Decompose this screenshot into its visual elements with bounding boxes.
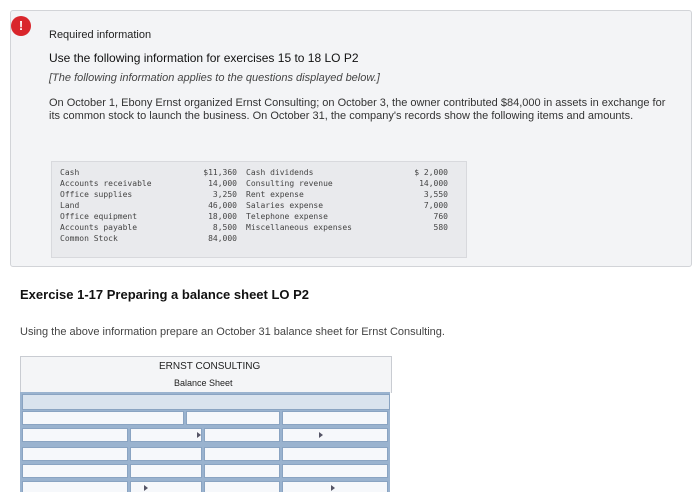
total-cell[interactable] [282,411,388,425]
amount-cell[interactable] [204,428,280,442]
amount-cell[interactable] [204,447,280,461]
record-amount: 580 [433,223,448,232]
balance-sheet-input-row[interactable] [22,394,390,410]
balance-sheet-header [20,356,392,393]
record-name: Accounts payable [60,223,138,232]
record-name: Land [60,201,80,210]
record-amount: 84,000 [208,234,237,243]
balance-sheet-subtitle: Balance Sheet [174,378,233,388]
applies-note: [The following information applies to the questions displayed below.] [49,72,380,84]
dropdown-caret-icon[interactable] [331,485,335,491]
record-amount: 14,000 [208,179,237,188]
exercise-instruction: Using the above information prepare an October 31 balance sheet for Ernst Consulting. [20,326,445,338]
exercise-range-heading: Use the following information for exercises 15 to 18 LO P2 [49,51,359,65]
record-amount: 3,550 [423,190,448,199]
record-name: Salaries expense [246,201,324,210]
account-cell[interactable] [22,411,184,425]
records-table [51,161,467,258]
record-amount: 18,000 [208,212,237,221]
dropdown-caret-icon[interactable] [144,485,148,491]
records-right-names [246,167,352,233]
records-right-amounts [404,167,448,233]
records-left-amounts [192,167,237,244]
record-amount: 14,000 [419,179,448,188]
record-amount: 760 [433,212,448,221]
total-cell[interactable] [282,447,388,461]
exercise-title: Exercise 1-17 Preparing a balance sheet LO P2 [20,287,310,302]
total-cell[interactable] [282,481,388,492]
amount-cell[interactable] [130,464,202,478]
record-amount: 46,000 [208,201,237,210]
account-cell[interactable] [22,447,128,461]
dropdown-caret-icon[interactable] [197,432,201,438]
record-name: Accounts receivable [60,179,152,188]
record-amount: 8,500 [212,223,237,232]
record-name: Telephone expense [246,212,328,221]
amount-cell[interactable] [130,447,202,461]
records-left-names [60,167,152,244]
dropdown-caret-icon[interactable] [319,432,323,438]
record-name: Cash dividends [246,168,314,177]
amount-cell[interactable] [204,481,280,492]
alert-icon: ! [11,16,31,36]
account-cell[interactable] [22,464,128,478]
record-amount: $ 2,000 [414,168,448,177]
record-amount: 7,000 [423,201,448,210]
amount-cell[interactable] [186,411,280,425]
record-name: Miscellaneous expenses [246,223,352,232]
record-name: Rent expense [246,190,304,199]
balance-sheet-grid [20,392,390,492]
record-name: Office equipment [60,212,138,221]
amount-cell[interactable] [204,464,280,478]
amount-cell[interactable] [130,428,202,442]
scenario-text: On October 1, Ebony Ernst organized Ernst Consulting; on October 3, the owner contributed $84,000 in assets in exchange for its common stock to launch the business. On October 31, the company's records show the following items and amounts. [49,97,666,122]
total-cell[interactable] [282,428,388,442]
record-name: Consulting revenue [246,179,333,188]
record-name: Office supplies [60,190,133,199]
account-cell[interactable] [22,481,128,492]
record-amount: 3,250 [212,190,237,199]
record-amount: $11,360 [203,168,237,177]
record-name: Cash [60,168,80,177]
total-cell[interactable] [282,464,388,478]
balance-sheet-company: ERNST CONSULTING [159,361,261,372]
required-information-panel [10,10,692,267]
amount-cell[interactable] [130,481,202,492]
account-cell[interactable] [22,428,128,442]
required-information-label: Required information [49,29,152,41]
record-name: Common Stock [60,234,118,243]
